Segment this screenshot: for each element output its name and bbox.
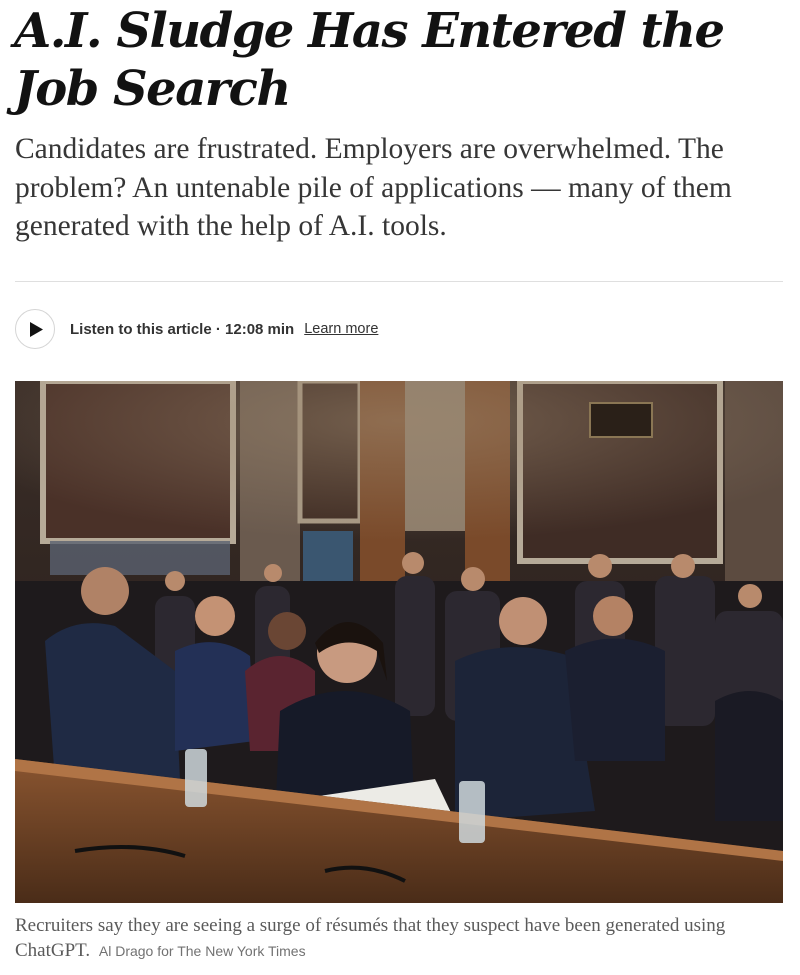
caption-text: Recruiters say they are seeing a surge of résumés that they suspect have been generated using ChatGPT. (15, 915, 726, 961)
photo-credit: Al Drago for The New York Times (98, 943, 306, 959)
play-button[interactable] (15, 309, 55, 349)
listen-label: Listen to this article · 12:08 min (70, 320, 295, 338)
audio-player (15, 308, 378, 350)
headline: A.I. Sludge Has Entered the Job Search (14, 3, 724, 117)
learn-more-link[interactable]: Learn more (304, 321, 379, 337)
photo-caption (15, 913, 785, 964)
summary-dek: Candidates are frustrated. Employers are overwhelmed. The problem? An untenable pile of applications — many of them generated with the help of A.I. tools. (15, 133, 732, 242)
divider (15, 281, 783, 282)
article-photo (15, 381, 783, 903)
play-icon (27, 322, 43, 337)
